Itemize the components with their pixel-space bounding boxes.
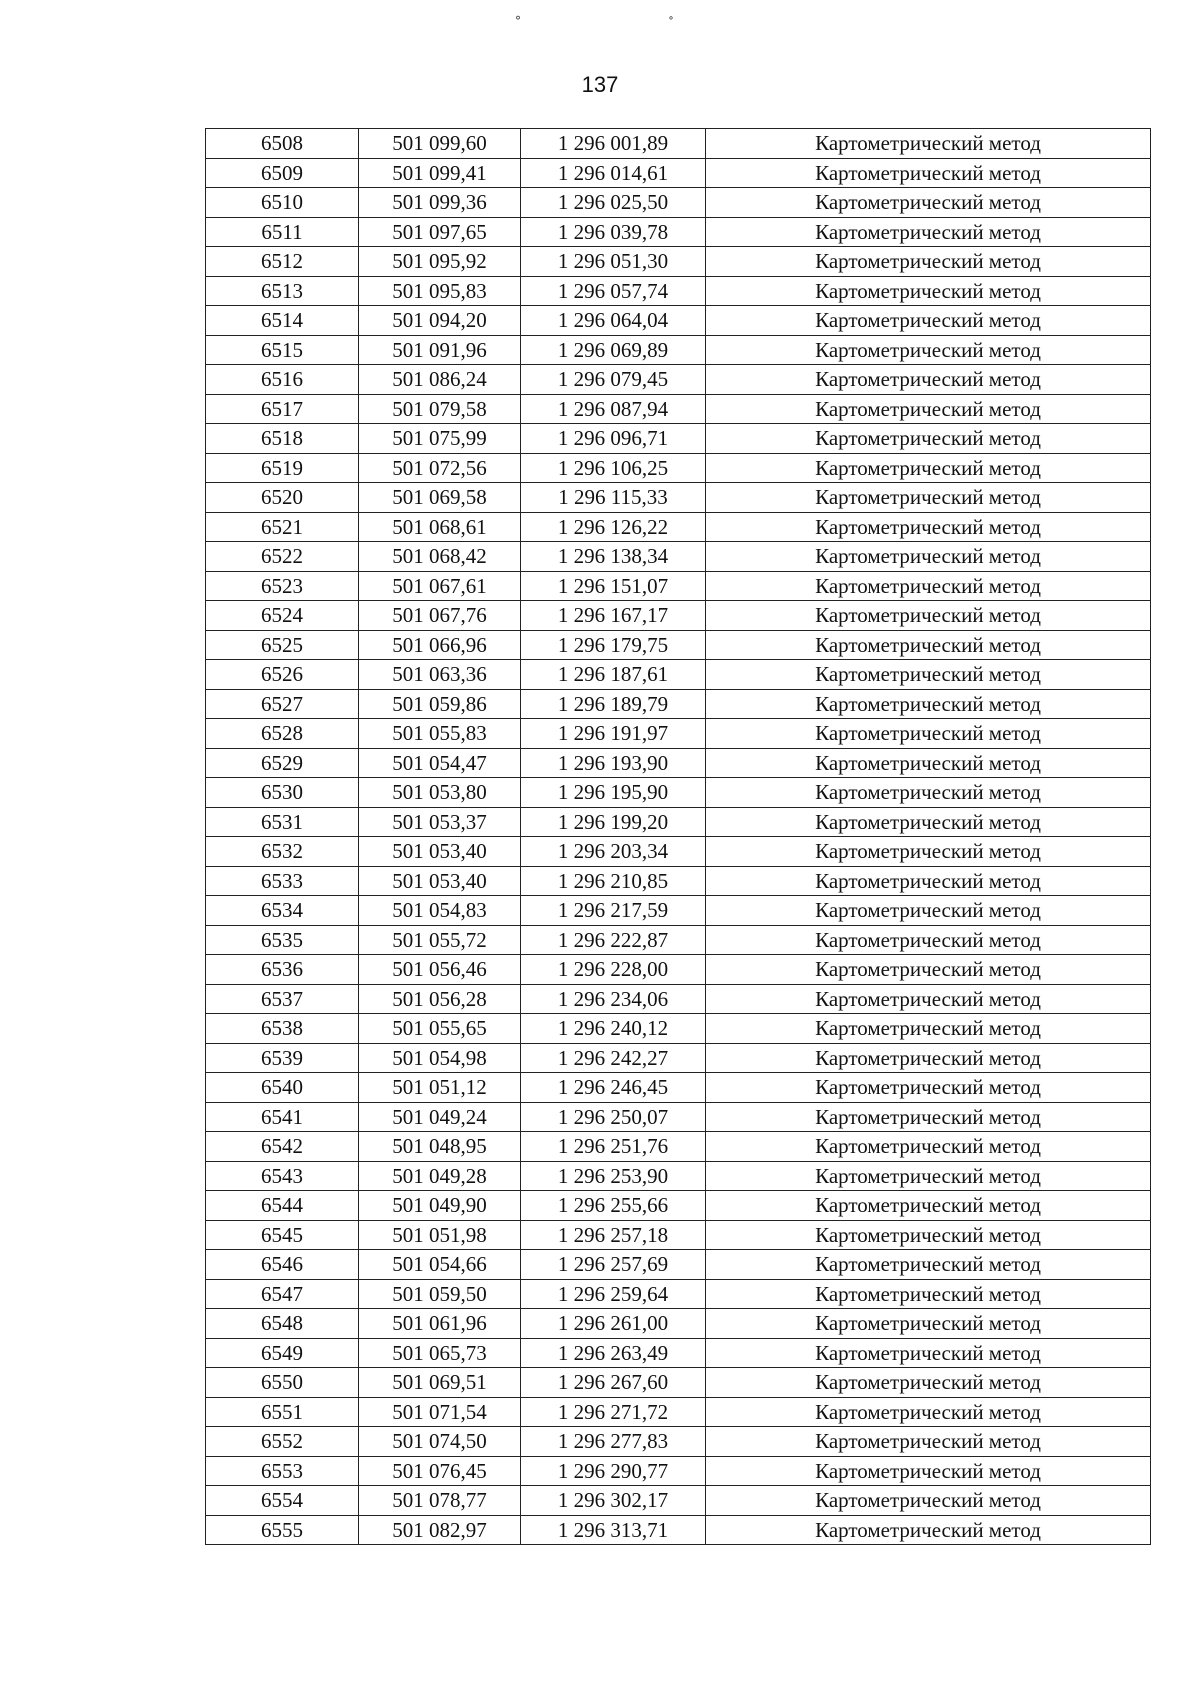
x-coordinate-cell: 501 055,83	[359, 719, 521, 749]
table-row	[206, 896, 1151, 926]
table-row	[206, 1338, 1151, 1368]
y-coordinate-cell: 1 296 079,45	[521, 365, 706, 395]
point-number-cell: 6509	[206, 158, 359, 188]
method-cell: Картометрический метод	[706, 925, 1151, 955]
method-cell: Картометрический метод	[706, 896, 1151, 926]
method-cell: Картометрический метод	[706, 542, 1151, 572]
x-coordinate-cell: 501 071,54	[359, 1397, 521, 1427]
x-coordinate-cell: 501 063,36	[359, 660, 521, 690]
point-number-cell: 6514	[206, 306, 359, 336]
y-coordinate-cell: 1 296 246,45	[521, 1073, 706, 1103]
point-number-cell: 6522	[206, 542, 359, 572]
y-coordinate-cell: 1 296 191,97	[521, 719, 706, 749]
point-number-cell: 6551	[206, 1397, 359, 1427]
table-row	[206, 276, 1151, 306]
table-row	[206, 955, 1151, 985]
x-coordinate-cell: 501 053,80	[359, 778, 521, 808]
method-cell: Картометрический метод	[706, 453, 1151, 483]
y-coordinate-cell: 1 296 234,06	[521, 984, 706, 1014]
point-number-cell: 6517	[206, 394, 359, 424]
point-number-cell: 6539	[206, 1043, 359, 1073]
x-coordinate-cell: 501 095,83	[359, 276, 521, 306]
method-cell: Картометрический метод	[706, 1368, 1151, 1398]
y-coordinate-cell: 1 296 259,64	[521, 1279, 706, 1309]
x-coordinate-cell: 501 049,28	[359, 1161, 521, 1191]
method-cell: Картометрический метод	[706, 1309, 1151, 1339]
table-row	[206, 1368, 1151, 1398]
table-row	[206, 601, 1151, 631]
y-coordinate-cell: 1 296 151,07	[521, 571, 706, 601]
point-number-cell: 6524	[206, 601, 359, 631]
method-cell: Картометрический метод	[706, 866, 1151, 896]
table-row	[206, 1043, 1151, 1073]
x-coordinate-cell: 501 051,98	[359, 1220, 521, 1250]
point-number-cell: 6526	[206, 660, 359, 690]
x-coordinate-cell: 501 095,92	[359, 247, 521, 277]
point-number-cell: 6531	[206, 807, 359, 837]
x-coordinate-cell: 501 056,28	[359, 984, 521, 1014]
y-coordinate-cell: 1 296 106,25	[521, 453, 706, 483]
x-coordinate-cell: 501 053,40	[359, 866, 521, 896]
table-row	[206, 129, 1151, 159]
method-cell: Картометрический метод	[706, 1073, 1151, 1103]
table-row	[206, 512, 1151, 542]
x-coordinate-cell: 501 055,72	[359, 925, 521, 955]
point-number-cell: 6537	[206, 984, 359, 1014]
point-number-cell: 6534	[206, 896, 359, 926]
point-number-cell: 6533	[206, 866, 359, 896]
x-coordinate-cell: 501 094,20	[359, 306, 521, 336]
table-row	[206, 1486, 1151, 1516]
x-coordinate-cell: 501 053,37	[359, 807, 521, 837]
method-cell: Картометрический метод	[706, 188, 1151, 218]
point-number-cell: 6525	[206, 630, 359, 660]
x-coordinate-cell: 501 054,47	[359, 748, 521, 778]
table-row	[206, 1220, 1151, 1250]
table-row	[206, 866, 1151, 896]
y-coordinate-cell: 1 296 302,17	[521, 1486, 706, 1516]
x-coordinate-cell: 501 067,61	[359, 571, 521, 601]
method-cell: Картометрический метод	[706, 571, 1151, 601]
table-row	[206, 1309, 1151, 1339]
x-coordinate-cell: 501 069,58	[359, 483, 521, 513]
y-coordinate-cell: 1 296 203,34	[521, 837, 706, 867]
y-coordinate-cell: 1 296 222,87	[521, 925, 706, 955]
y-coordinate-cell: 1 296 251,76	[521, 1132, 706, 1162]
point-number-cell: 6555	[206, 1515, 359, 1545]
x-coordinate-cell: 501 086,24	[359, 365, 521, 395]
point-number-cell: 6521	[206, 512, 359, 542]
method-cell: Картометрический метод	[706, 1191, 1151, 1221]
x-coordinate-cell: 501 049,24	[359, 1102, 521, 1132]
point-number-cell: 6535	[206, 925, 359, 955]
table-row	[206, 689, 1151, 719]
point-number-cell: 6530	[206, 778, 359, 808]
point-number-cell: 6548	[206, 1309, 359, 1339]
x-coordinate-cell: 501 097,65	[359, 217, 521, 247]
y-coordinate-cell: 1 296 255,66	[521, 1191, 706, 1221]
x-coordinate-cell: 501 067,76	[359, 601, 521, 631]
table-row	[206, 925, 1151, 955]
method-cell: Картометрический метод	[706, 1397, 1151, 1427]
y-coordinate-cell: 1 296 253,90	[521, 1161, 706, 1191]
method-cell: Картометрический метод	[706, 837, 1151, 867]
method-cell: Картометрический метод	[706, 394, 1151, 424]
y-coordinate-cell: 1 296 290,77	[521, 1456, 706, 1486]
method-cell: Картометрический метод	[706, 955, 1151, 985]
table-row	[206, 571, 1151, 601]
method-cell: Картометрический метод	[706, 689, 1151, 719]
table-row	[206, 1132, 1151, 1162]
scan-mark-left: °	[515, 14, 521, 28]
point-number-cell: 6518	[206, 424, 359, 454]
y-coordinate-cell: 1 296 271,72	[521, 1397, 706, 1427]
y-coordinate-cell: 1 296 242,27	[521, 1043, 706, 1073]
y-coordinate-cell: 1 296 096,71	[521, 424, 706, 454]
method-cell: Картометрический метод	[706, 306, 1151, 336]
method-cell: Картометрический метод	[706, 512, 1151, 542]
table-row	[206, 1250, 1151, 1280]
method-cell: Картометрический метод	[706, 778, 1151, 808]
point-number-cell: 6512	[206, 247, 359, 277]
scan-mark-right: ˚	[668, 16, 674, 30]
table-row	[206, 158, 1151, 188]
x-coordinate-cell: 501 054,98	[359, 1043, 521, 1073]
y-coordinate-cell: 1 296 228,00	[521, 955, 706, 985]
x-coordinate-cell: 501 065,73	[359, 1338, 521, 1368]
x-coordinate-cell: 501 055,65	[359, 1014, 521, 1044]
table-row	[206, 1427, 1151, 1457]
x-coordinate-cell: 501 099,36	[359, 188, 521, 218]
y-coordinate-cell: 1 296 115,33	[521, 483, 706, 513]
y-coordinate-cell: 1 296 051,30	[521, 247, 706, 277]
method-cell: Картометрический метод	[706, 335, 1151, 365]
y-coordinate-cell: 1 296 087,94	[521, 394, 706, 424]
table-row	[206, 1397, 1151, 1427]
method-cell: Картометрический метод	[706, 276, 1151, 306]
y-coordinate-cell: 1 296 193,90	[521, 748, 706, 778]
y-coordinate-cell: 1 296 001,89	[521, 129, 706, 159]
table-row	[206, 1191, 1151, 1221]
point-number-cell: 6513	[206, 276, 359, 306]
y-coordinate-cell: 1 296 257,69	[521, 1250, 706, 1280]
table-row	[206, 542, 1151, 572]
table-row	[206, 453, 1151, 483]
coordinates-table	[205, 128, 1151, 1545]
table-row	[206, 1456, 1151, 1486]
table-row	[206, 188, 1151, 218]
table-row	[206, 630, 1151, 660]
table-row	[206, 984, 1151, 1014]
point-number-cell: 6552	[206, 1427, 359, 1457]
x-coordinate-cell: 501 072,56	[359, 453, 521, 483]
x-coordinate-cell: 501 066,96	[359, 630, 521, 660]
method-cell: Картометрический метод	[706, 1043, 1151, 1073]
point-number-cell: 6541	[206, 1102, 359, 1132]
x-coordinate-cell: 501 053,40	[359, 837, 521, 867]
method-cell: Картометрический метод	[706, 1456, 1151, 1486]
table-row	[206, 660, 1151, 690]
y-coordinate-cell: 1 296 069,89	[521, 335, 706, 365]
method-cell: Картометрический метод	[706, 1427, 1151, 1457]
point-number-cell: 6510	[206, 188, 359, 218]
method-cell: Картометрический метод	[706, 1132, 1151, 1162]
coordinates-table-body	[206, 129, 1151, 1545]
method-cell: Картометрический метод	[706, 483, 1151, 513]
point-number-cell: 6528	[206, 719, 359, 749]
x-coordinate-cell: 501 054,83	[359, 896, 521, 926]
method-cell: Картометрический метод	[706, 158, 1151, 188]
method-cell: Картометрический метод	[706, 748, 1151, 778]
method-cell: Картометрический метод	[706, 660, 1151, 690]
x-coordinate-cell: 501 068,42	[359, 542, 521, 572]
table-row	[206, 837, 1151, 867]
method-cell: Картометрический метод	[706, 1014, 1151, 1044]
method-cell: Картометрический метод	[706, 1338, 1151, 1368]
y-coordinate-cell: 1 296 277,83	[521, 1427, 706, 1457]
point-number-cell: 6540	[206, 1073, 359, 1103]
table-row	[206, 247, 1151, 277]
point-number-cell: 6550	[206, 1368, 359, 1398]
method-cell: Картометрический метод	[706, 630, 1151, 660]
y-coordinate-cell: 1 296 261,00	[521, 1309, 706, 1339]
point-number-cell: 6549	[206, 1338, 359, 1368]
table-row	[206, 1279, 1151, 1309]
y-coordinate-cell: 1 296 057,74	[521, 276, 706, 306]
y-coordinate-cell: 1 296 187,61	[521, 660, 706, 690]
table-row	[206, 719, 1151, 749]
point-number-cell: 6515	[206, 335, 359, 365]
point-number-cell: 6529	[206, 748, 359, 778]
y-coordinate-cell: 1 296 267,60	[521, 1368, 706, 1398]
method-cell: Картометрический метод	[706, 601, 1151, 631]
table-row	[206, 778, 1151, 808]
x-coordinate-cell: 501 099,60	[359, 129, 521, 159]
table-row	[206, 306, 1151, 336]
point-number-cell: 6519	[206, 453, 359, 483]
point-number-cell: 6545	[206, 1220, 359, 1250]
table-row	[206, 394, 1151, 424]
table-row	[206, 1515, 1151, 1545]
x-coordinate-cell: 501 049,90	[359, 1191, 521, 1221]
y-coordinate-cell: 1 296 195,90	[521, 778, 706, 808]
point-number-cell: 6547	[206, 1279, 359, 1309]
point-number-cell: 6546	[206, 1250, 359, 1280]
method-cell: Картометрический метод	[706, 129, 1151, 159]
point-number-cell: 6527	[206, 689, 359, 719]
y-coordinate-cell: 1 296 025,50	[521, 188, 706, 218]
point-number-cell: 6511	[206, 217, 359, 247]
y-coordinate-cell: 1 296 064,04	[521, 306, 706, 336]
y-coordinate-cell: 1 296 179,75	[521, 630, 706, 660]
y-coordinate-cell: 1 296 250,07	[521, 1102, 706, 1132]
page-number: 137	[581, 72, 619, 97]
method-cell: Картометрический метод	[706, 217, 1151, 247]
x-coordinate-cell: 501 051,12	[359, 1073, 521, 1103]
x-coordinate-cell: 501 048,95	[359, 1132, 521, 1162]
method-cell: Картометрический метод	[706, 247, 1151, 277]
y-coordinate-cell: 1 296 138,34	[521, 542, 706, 572]
point-number-cell: 6544	[206, 1191, 359, 1221]
x-coordinate-cell: 501 091,96	[359, 335, 521, 365]
y-coordinate-cell: 1 296 257,18	[521, 1220, 706, 1250]
method-cell: Картометрический метод	[706, 1515, 1151, 1545]
point-number-cell: 6523	[206, 571, 359, 601]
point-number-cell: 6532	[206, 837, 359, 867]
point-number-cell: 6508	[206, 129, 359, 159]
x-coordinate-cell: 501 074,50	[359, 1427, 521, 1457]
point-number-cell: 6538	[206, 1014, 359, 1044]
table-row	[206, 1161, 1151, 1191]
table-row	[206, 1073, 1151, 1103]
method-cell: Картометрический метод	[706, 984, 1151, 1014]
table-row	[206, 748, 1151, 778]
x-coordinate-cell: 501 056,46	[359, 955, 521, 985]
x-coordinate-cell: 501 068,61	[359, 512, 521, 542]
y-coordinate-cell: 1 296 039,78	[521, 217, 706, 247]
x-coordinate-cell: 501 078,77	[359, 1486, 521, 1516]
point-number-cell: 6553	[206, 1456, 359, 1486]
y-coordinate-cell: 1 296 126,22	[521, 512, 706, 542]
point-number-cell: 6542	[206, 1132, 359, 1162]
point-number-cell: 6520	[206, 483, 359, 513]
x-coordinate-cell: 501 075,99	[359, 424, 521, 454]
x-coordinate-cell: 501 076,45	[359, 1456, 521, 1486]
y-coordinate-cell: 1 296 189,79	[521, 689, 706, 719]
table-row	[206, 335, 1151, 365]
table-row	[206, 217, 1151, 247]
x-coordinate-cell: 501 059,50	[359, 1279, 521, 1309]
x-coordinate-cell: 501 054,66	[359, 1250, 521, 1280]
point-number-cell: 6536	[206, 955, 359, 985]
method-cell: Картометрический метод	[706, 807, 1151, 837]
method-cell: Картометрический метод	[706, 424, 1151, 454]
table-row	[206, 424, 1151, 454]
method-cell: Картометрический метод	[706, 1250, 1151, 1280]
method-cell: Картометрический метод	[706, 1279, 1151, 1309]
table-row	[206, 1014, 1151, 1044]
point-number-cell: 6543	[206, 1161, 359, 1191]
x-coordinate-cell: 501 059,86	[359, 689, 521, 719]
y-coordinate-cell: 1 296 014,61	[521, 158, 706, 188]
point-number-cell: 6554	[206, 1486, 359, 1516]
table-row	[206, 365, 1151, 395]
y-coordinate-cell: 1 296 210,85	[521, 866, 706, 896]
x-coordinate-cell: 501 099,41	[359, 158, 521, 188]
method-cell: Картометрический метод	[706, 1220, 1151, 1250]
method-cell: Картометрический метод	[706, 1161, 1151, 1191]
method-cell: Картометрический метод	[706, 365, 1151, 395]
y-coordinate-cell: 1 296 313,71	[521, 1515, 706, 1545]
method-cell: Картометрический метод	[706, 1486, 1151, 1516]
method-cell: Картометрический метод	[706, 1102, 1151, 1132]
y-coordinate-cell: 1 296 240,12	[521, 1014, 706, 1044]
y-coordinate-cell: 1 296 167,17	[521, 601, 706, 631]
y-coordinate-cell: 1 296 217,59	[521, 896, 706, 926]
table-row	[206, 1102, 1151, 1132]
x-coordinate-cell: 501 061,96	[359, 1309, 521, 1339]
method-cell: Картометрический метод	[706, 719, 1151, 749]
y-coordinate-cell: 1 296 199,20	[521, 807, 706, 837]
table-row	[206, 807, 1151, 837]
x-coordinate-cell: 501 069,51	[359, 1368, 521, 1398]
x-coordinate-cell: 501 082,97	[359, 1515, 521, 1545]
y-coordinate-cell: 1 296 263,49	[521, 1338, 706, 1368]
point-number-cell: 6516	[206, 365, 359, 395]
table-row	[206, 483, 1151, 513]
x-coordinate-cell: 501 079,58	[359, 394, 521, 424]
